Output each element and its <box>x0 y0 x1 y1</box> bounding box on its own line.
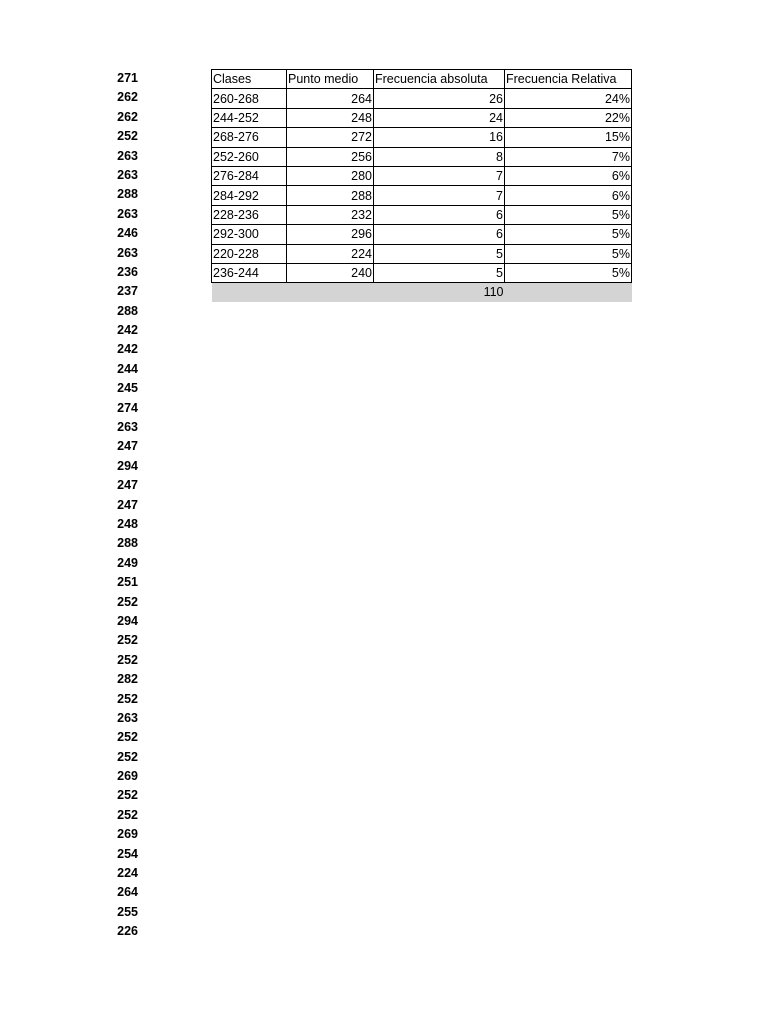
class-cell: 244-252 <box>212 108 287 127</box>
header-punto-medio: Punto medio <box>287 70 374 89</box>
absolute-frequency-cell: 8 <box>374 147 505 166</box>
raw-value: 294 <box>117 613 138 628</box>
class-cell: 260-268 <box>212 89 287 108</box>
midpoint-cell: 224 <box>287 244 374 263</box>
raw-value: 263 <box>117 245 138 260</box>
absolute-frequency-cell: 7 <box>374 186 505 205</box>
raw-value: 252 <box>117 633 138 648</box>
total-empty-1 <box>212 283 287 302</box>
absolute-frequency-cell: 26 <box>374 89 505 108</box>
raw-value: 288 <box>117 187 138 202</box>
total-frequency: 110 <box>374 283 505 302</box>
raw-value: 252 <box>117 749 138 764</box>
absolute-frequency-cell: 24 <box>374 108 505 127</box>
raw-value: 226 <box>117 924 138 939</box>
midpoint-cell: 248 <box>287 108 374 127</box>
relative-frequency-cell: 5% <box>505 225 632 244</box>
class-cell: 236-244 <box>212 263 287 282</box>
raw-value: 252 <box>117 691 138 706</box>
relative-frequency-cell: 15% <box>505 128 632 147</box>
table-row <box>212 108 632 127</box>
midpoint-cell: 280 <box>287 166 374 185</box>
raw-value: 251 <box>117 575 138 590</box>
raw-value: 236 <box>117 264 138 279</box>
raw-value: 242 <box>117 323 138 338</box>
class-cell: 292-300 <box>212 225 287 244</box>
midpoint-cell: 296 <box>287 225 374 244</box>
raw-value: 224 <box>117 866 138 881</box>
raw-value: 249 <box>117 555 138 570</box>
class-cell: 276-284 <box>212 166 287 185</box>
raw-value: 263 <box>117 206 138 221</box>
total-row <box>212 283 632 302</box>
table-row <box>212 186 632 205</box>
midpoint-cell: 232 <box>287 205 374 224</box>
relative-frequency-cell: 6% <box>505 166 632 185</box>
raw-value: 274 <box>117 400 138 415</box>
table-row <box>212 244 632 263</box>
midpoint-cell: 288 <box>287 186 374 205</box>
raw-value: 242 <box>117 342 138 357</box>
raw-value: 264 <box>117 885 138 900</box>
raw-value: 244 <box>117 361 138 376</box>
raw-value: 247 <box>117 478 138 493</box>
midpoint-cell: 272 <box>287 128 374 147</box>
total-empty-2 <box>287 283 374 302</box>
relative-frequency-cell: 22% <box>505 108 632 127</box>
class-cell: 220-228 <box>212 244 287 263</box>
raw-value: 294 <box>117 458 138 473</box>
raw-value: 252 <box>117 594 138 609</box>
absolute-frequency-cell: 7 <box>374 166 505 185</box>
raw-value: 252 <box>117 129 138 144</box>
raw-value: 254 <box>117 846 138 861</box>
absolute-frequency-cell: 5 <box>374 244 505 263</box>
table-row <box>212 89 632 108</box>
raw-value: 288 <box>117 536 138 551</box>
relative-frequency-cell: 6% <box>505 186 632 205</box>
raw-value: 271 <box>117 71 138 85</box>
raw-value: 263 <box>117 420 138 435</box>
raw-value: 252 <box>117 652 138 667</box>
table-row <box>212 147 632 166</box>
raw-value: 252 <box>117 788 138 803</box>
raw-value: 245 <box>117 381 138 396</box>
frequency-table <box>211 69 632 302</box>
header-frecuencia-absoluta: Frecuencia absoluta <box>374 70 505 89</box>
raw-value: 248 <box>117 516 138 531</box>
relative-frequency-cell: 24% <box>505 89 632 108</box>
absolute-frequency-cell: 16 <box>374 128 505 147</box>
table-header-row <box>212 70 632 89</box>
total-empty-3 <box>505 283 632 302</box>
raw-value: 255 <box>117 904 138 919</box>
raw-value: 288 <box>117 303 138 318</box>
midpoint-cell: 256 <box>287 147 374 166</box>
raw-value: 269 <box>117 827 138 842</box>
table-row <box>212 166 632 185</box>
raw-value: 262 <box>117 90 138 105</box>
raw-value: 262 <box>117 109 138 124</box>
table-row <box>212 205 632 224</box>
raw-value: 246 <box>117 226 138 241</box>
raw-value: 269 <box>117 769 138 784</box>
table-row <box>212 263 632 282</box>
midpoint-cell: 240 <box>287 263 374 282</box>
relative-frequency-cell: 5% <box>505 244 632 263</box>
relative-frequency-cell: 5% <box>505 263 632 282</box>
relative-frequency-cell: 7% <box>505 147 632 166</box>
relative-frequency-cell: 5% <box>505 205 632 224</box>
absolute-frequency-cell: 6 <box>374 225 505 244</box>
raw-value: 263 <box>117 710 138 725</box>
class-cell: 228-236 <box>212 205 287 224</box>
raw-value: 237 <box>117 284 138 299</box>
table-row <box>212 128 632 147</box>
raw-data-column <box>104 69 138 942</box>
midpoint-cell: 264 <box>287 89 374 108</box>
class-cell: 284-292 <box>212 186 287 205</box>
header-clases: Clases <box>212 70 287 89</box>
class-cell: 268-276 <box>212 128 287 147</box>
raw-value: 247 <box>117 497 138 512</box>
class-cell: 252-260 <box>212 147 287 166</box>
raw-value: 263 <box>117 148 138 163</box>
raw-value: 252 <box>117 730 138 745</box>
table-row <box>212 225 632 244</box>
absolute-frequency-cell: 6 <box>374 205 505 224</box>
raw-value: 263 <box>117 167 138 182</box>
raw-value: 252 <box>117 807 138 822</box>
raw-value: 247 <box>117 439 138 454</box>
header-frecuencia-relativa: Frecuencia Relativa <box>505 70 632 89</box>
raw-value: 282 <box>117 672 138 687</box>
absolute-frequency-cell: 5 <box>374 263 505 282</box>
